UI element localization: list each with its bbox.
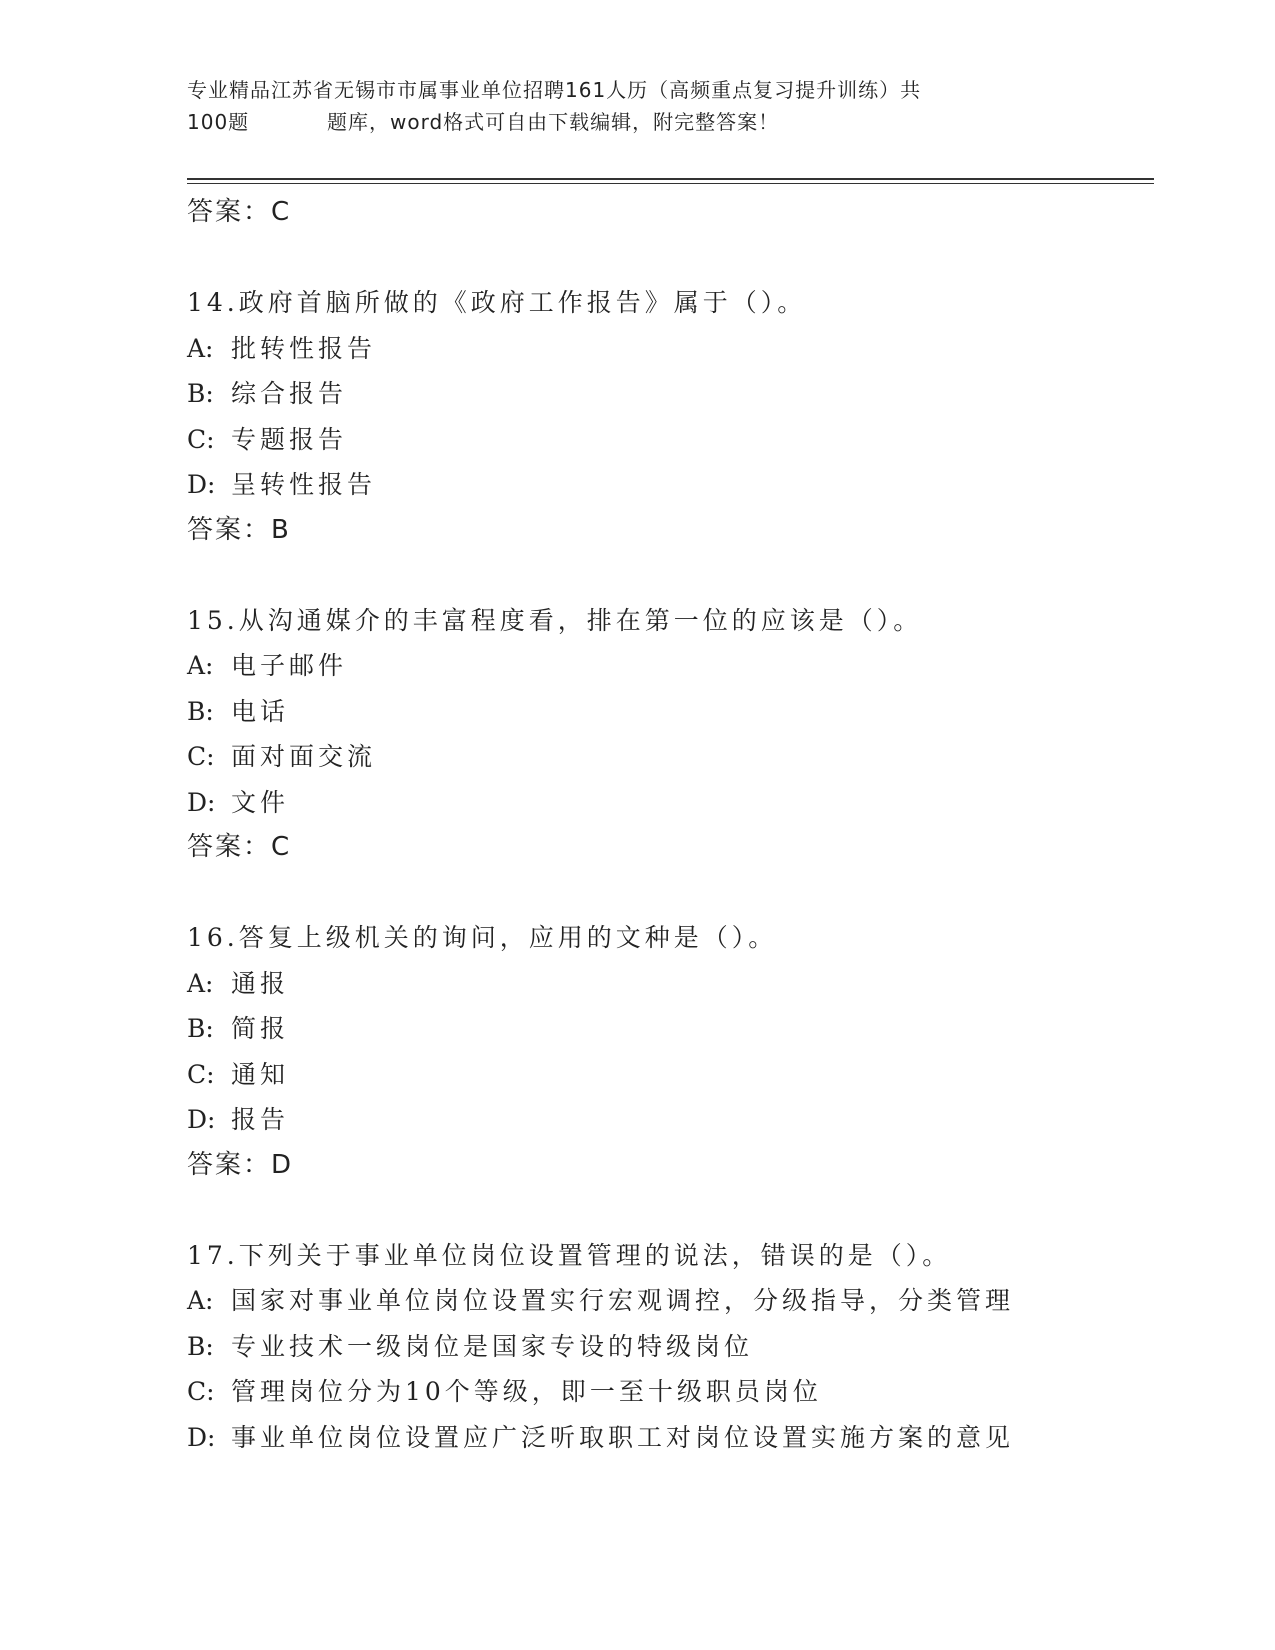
option-text: 呈转性报告 (231, 470, 377, 499)
option-d (187, 462, 1147, 508)
question-text: 16.答复上级机关的询问，应用的文种是（）。 (187, 923, 778, 952)
answer-line: 答案：C (187, 197, 292, 227)
option-c (187, 417, 1147, 463)
option-text: 国家对事业单位岗位设置实行宏观调控，分级指导，分类管理 (231, 1286, 1015, 1315)
question-text: 17.下列关于事业单位岗位设置管理的说法，错误的是（）。 (187, 1240, 952, 1270)
option-key: C: (187, 1377, 215, 1406)
header-rule-thick (187, 178, 1154, 180)
option-b (187, 689, 1147, 735)
question-block (187, 598, 1147, 871)
option-text: 文件 (231, 787, 290, 817)
option-key: D: (187, 787, 216, 817)
option-b (187, 371, 1147, 417)
answer-line: 答案：C (187, 832, 292, 862)
option-key: B: (187, 1014, 214, 1043)
option-a (187, 961, 1147, 1007)
option-text: 报告 (231, 1105, 290, 1134)
answer-line: 答案：B (187, 514, 291, 545)
option-key: D: (187, 1105, 216, 1134)
option-key: A: (187, 333, 214, 363)
spacer (187, 235, 1147, 280)
header-line-2 (187, 106, 1067, 138)
option-text: 面对面交流 (231, 742, 377, 771)
option-text: 综合报告 (231, 379, 348, 408)
option-d (187, 1415, 1147, 1461)
option-d (187, 1097, 1147, 1143)
option-text: 事业单位岗位设置应广泛听取职工对岗位设置实施方案的意见 (231, 1422, 1015, 1452)
question-list (187, 190, 1147, 1460)
header-line-1: 专业精品江苏省无锡市市属事业单位招聘161人历（高频重点复习提升训练）共 (187, 78, 922, 102)
option-text: 通报 (231, 968, 290, 998)
option-text: 电子邮件 (231, 651, 348, 680)
option-a (187, 326, 1147, 372)
option-a (187, 1278, 1147, 1324)
option-key: B: (187, 696, 214, 726)
option-d (187, 780, 1147, 826)
option-c (187, 1052, 1147, 1098)
option-key: C: (187, 424, 215, 454)
option-key: A: (187, 651, 214, 680)
option-key: D: (187, 470, 216, 499)
spacer (187, 553, 1147, 598)
option-text: 批转性报告 (231, 333, 377, 363)
option-key: B: (187, 1331, 214, 1361)
option-text: 专题报告 (231, 424, 348, 454)
option-text: 管理岗位分为10个等级，即一至十级职员岗位 (231, 1377, 822, 1406)
option-c (187, 734, 1147, 780)
option-key: C: (187, 1059, 215, 1089)
option-text: 通知 (231, 1059, 290, 1089)
header-rule-thin (187, 183, 1154, 184)
page-header (187, 74, 1067, 138)
question-block (187, 1233, 1147, 1461)
option-key: A: (187, 1286, 214, 1315)
question-block (187, 915, 1147, 1188)
question-text: 15.从沟通媒介的丰富程度看，排在第一位的应该是（）。 (187, 605, 923, 635)
header-line-2-desc: 题库，word格式可自由下载编辑，附完整答案！ (327, 110, 780, 134)
option-b (187, 1006, 1147, 1052)
option-text: 简报 (231, 1014, 290, 1043)
spacer (187, 870, 1147, 915)
option-text: 电话 (231, 696, 290, 726)
spacer (187, 1188, 1147, 1233)
option-c (187, 1369, 1147, 1415)
option-text: 专业技术一级岗位是国家专设的特级岗位 (231, 1331, 754, 1361)
option-key: B: (187, 379, 214, 408)
option-b (187, 1324, 1147, 1370)
option-key: D: (187, 1422, 216, 1452)
option-key: C: (187, 742, 215, 771)
answer-line: 答案：D (187, 1149, 294, 1180)
question-block (187, 280, 1147, 553)
header-line-2-count: 100题 (187, 110, 250, 134)
option-key: A: (187, 968, 214, 998)
option-a (187, 643, 1147, 689)
question-text: 14.政府首脑所做的《政府工作报告》属于（）。 (187, 288, 807, 317)
